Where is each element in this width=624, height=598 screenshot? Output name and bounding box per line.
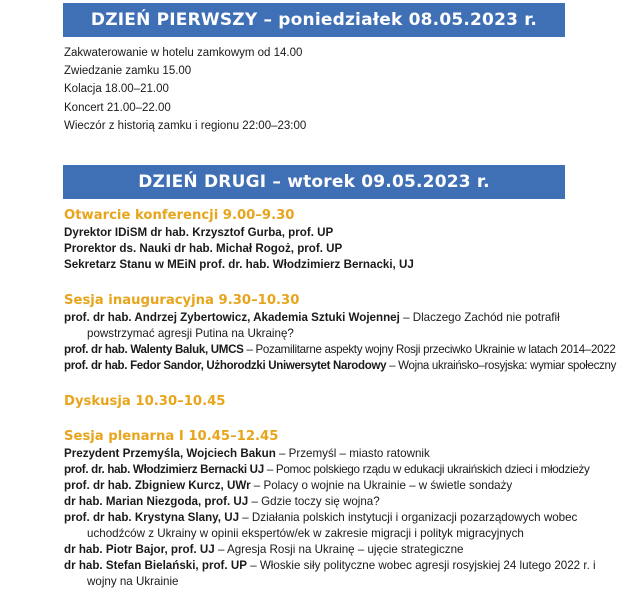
speaker-line: Dyrektor IDiSM dr hab. Krzysztof Gurba, prof. UP [64, 226, 334, 239]
talk-line [64, 542, 604, 558]
speaker-name: Prezydent Przemyśla, Wojciech Bakun [64, 447, 276, 460]
talk-line [64, 446, 604, 462]
day-one-banner: DZIEŃ PIERWSZY – poniedziałek 08.05.2023 r. [63, 3, 565, 37]
talk-title: – Polacy o wojnie na Ukrainie – w świetle sondaży [250, 479, 513, 492]
talk-line [64, 342, 616, 358]
talk-line [64, 310, 604, 342]
talk-line [64, 358, 617, 374]
talk-title: – Włoskie siły polityczne wobec agresji rosyjskiej 24 lutego 2022 r. i wojny na Ukrainie [87, 559, 596, 588]
speaker-name: prof. dr. hab. Włodzimierz Bernacki UJ [64, 463, 264, 476]
opening-section [64, 207, 604, 273]
schedule-item: Zwiedzanie zamku 15.00 [64, 65, 192, 78]
section-heading: Sesja inauguracyjna 9.30–10.30 [64, 293, 300, 308]
speaker-name: dr hab. Stefan Bielański, prof. UP [64, 559, 247, 572]
speaker-name: prof. dr hab. Walenty Baluk, UMCS [64, 344, 244, 356]
talk-title: – Gdzie toczy się wojna? [248, 495, 380, 508]
talk-title: – Agresja Rosji na Ukrainę – ujęcie strategiczne [214, 543, 464, 556]
talk-line [64, 478, 604, 494]
schedule-item: Wieczór z historią zamku i regionu 22:00–23:00 [64, 119, 307, 132]
speaker-name: prof. dr hab. Krystyna Slany, UJ [64, 511, 240, 524]
section-heading: Dyskusja 10.30–10.45 [64, 394, 226, 409]
speaker-line: Prorektor ds. Nauki dr hab. Michał Rogoż, prof. UP [64, 242, 343, 255]
talk-title: – Pozamilitarne aspekty wojny Rosji przeciwko Ukrainie w latach 2014–2022 [243, 344, 616, 356]
speaker-name: dr hab. Piotr Bajor, prof. UJ [64, 543, 215, 556]
section-heading: Otwarcie konferencji 9.00–9.30 [64, 208, 295, 223]
talk-title: – Dlaczego Zachód nie potrafił powstrzymać agresji Putina na Ukrainę? [87, 311, 560, 340]
talk-title: – Wojna ukraińsko–rosyjska: wymiar społeczny [386, 360, 617, 372]
schedule-item: Koncert 21.00–22.00 [64, 101, 171, 114]
talk-title: – Pomoc polskiego rządu w edukacji ukraińskich dzieci i młodzieży [263, 463, 590, 476]
speaker-name: prof. dr hab. Zbigniew Kurcz, UWr [64, 479, 251, 492]
speaker-line: Sekretarz Stanu w MEiN prof. dr. hab. Włodzimierz Bernacki, UJ [64, 258, 414, 271]
speaker-name: prof. dr hab. Andrzej Zybertowicz, Akademia Sztuki Wojennej [64, 311, 400, 324]
discussion-section [64, 393, 604, 411]
talk-title: – Działania polskich instytucji i organizacji pozarządowych wobec uchodźców z Ukrainy w opinii ekspertów/ek w zakresie migracji i polityk migracyjnych [87, 511, 578, 540]
speaker-name: dr hab. Marian Niezgoda, prof. UJ [64, 495, 249, 508]
talk-line [64, 462, 604, 478]
talk-title: – Przemyśl – miasto ratownik [275, 447, 430, 460]
talk-line [64, 510, 604, 542]
day-two-banner: DZIEŃ DRUGI – wtorek 09.05.2023 r. [63, 165, 565, 199]
section-heading: Sesja plenarna I 10.45–12.45 [64, 429, 279, 444]
speaker-name: prof. dr hab. Fedor Sandor, Użhorodzki Uniwersytet Narodowy [64, 360, 387, 372]
plenary-section [64, 428, 604, 590]
talk-line [64, 558, 604, 590]
inaugural-section [64, 292, 617, 374]
talk-line [64, 494, 604, 510]
day-one-schedule [64, 44, 306, 135]
schedule-item: Kolacja 18.00–21.00 [64, 83, 169, 96]
schedule-item: Zakwaterowanie w hotelu zamkowym od 14.00 [64, 47, 303, 59]
